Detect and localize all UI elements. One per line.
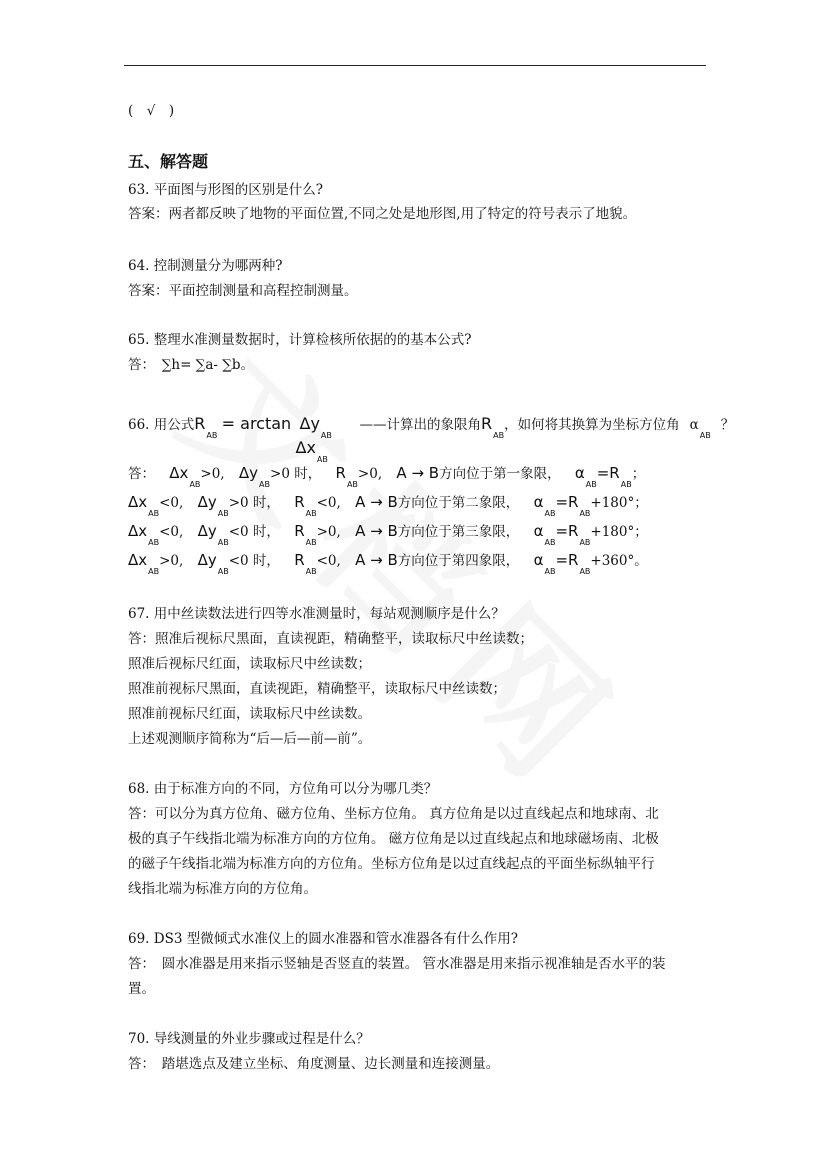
- q68-line-4: 线指北端为标准方向的方位角。: [128, 881, 317, 897]
- row3-eq-sub: AB: [579, 538, 591, 547]
- q66-answer-row-3: [128, 521, 648, 547]
- row1-r: R: [335, 464, 346, 482]
- q64-question: 64. 控制测量分为哪两种?: [128, 258, 283, 274]
- row1-dx-sub: AB: [189, 480, 201, 489]
- q66-num-sub: AB: [320, 430, 332, 440]
- row4-dx: Δx: [128, 551, 148, 569]
- row4-eq: =R: [555, 551, 579, 569]
- row1-dx-cond: >0,: [200, 466, 225, 482]
- row2-r: R: [294, 493, 305, 511]
- row4-alpha-sub: AB: [544, 567, 556, 576]
- q67-line-5: 上述观测顺序简称为“后—后—前—前”。: [128, 731, 372, 747]
- row2-quad: 方向位于第二象限，: [397, 495, 520, 511]
- row1-dy-sub: AB: [259, 480, 271, 489]
- row4-r-sub: AB: [305, 567, 317, 576]
- row2-r-cond: <0,: [316, 495, 341, 511]
- row4-dy-cond: <0 时，: [228, 553, 280, 569]
- q66-answer-row-4: [128, 550, 648, 576]
- row2-alpha: α: [533, 493, 544, 511]
- row1-eq-sub: AB: [620, 480, 632, 489]
- q66-question: [128, 402, 735, 464]
- q66-R2-sub: AB: [493, 431, 505, 440]
- row3-r-sub: AB: [305, 538, 317, 547]
- row3-dx: Δx: [128, 522, 148, 540]
- q66-num-delta: Δy: [299, 413, 320, 433]
- q66-R-sub: AB: [206, 431, 218, 440]
- row1-eq: =R: [596, 464, 620, 482]
- row4-r-cond: <0,: [316, 553, 341, 569]
- row4-dy: Δy: [197, 551, 217, 569]
- row2-dy-sub: AB: [217, 509, 229, 518]
- q67-line-4: 照准前视标尺红面，读取标尺中丝读数。: [128, 706, 371, 722]
- q66-fraction: [295, 404, 360, 464]
- row1-add: ；: [631, 466, 646, 482]
- row3-eq: =R: [555, 522, 579, 540]
- row3-dx-sub: AB: [148, 538, 160, 547]
- q63-answer: 答案：两者都反映了地物的平面位置,不同之处是地形图,用了特定的符号表示了地貌。: [128, 206, 637, 222]
- q66-den-sub: AB: [316, 454, 328, 464]
- row1-alpha-sub: AB: [585, 480, 597, 489]
- section-title: 五、解答题: [128, 152, 209, 171]
- row4-dy-sub: AB: [217, 567, 229, 576]
- q67-line-1: 答：照准后视标尺黑面，直读视距，精确整平，读取标尺中丝读数；: [128, 631, 533, 647]
- row4-dx-sub: AB: [148, 567, 160, 576]
- row3-quad: 方向位于第三象限，: [397, 524, 520, 540]
- q64-answer: 答案：平面控制测量和高程控制测量。: [128, 283, 358, 299]
- q66-R2: R: [481, 414, 493, 433]
- q70-question: 70. 导线测量的外业步骤或过程是什么？: [128, 1031, 370, 1047]
- row1-alpha: α: [574, 464, 585, 482]
- q65-answer: 答： ∑h= ∑a- ∑b。: [128, 357, 255, 373]
- row4-add: +360°。: [590, 553, 648, 569]
- q66-prefix: 66. 用公式: [128, 417, 195, 433]
- row1-dy: Δy: [238, 464, 259, 482]
- q68-question: 68. 由于标准方向的不同，方位角可以分为哪几类？: [128, 781, 438, 797]
- row3-r: R: [294, 522, 305, 540]
- row2-dx-cond: <0,: [159, 495, 184, 511]
- row2-r-sub: AB: [305, 509, 317, 518]
- q69-line-2: 置。: [128, 981, 155, 997]
- q66-answer-row-2: [128, 492, 648, 518]
- row3-alpha-sub: AB: [544, 538, 556, 547]
- q66-suffix: ，如何将其换算为坐标方位角: [504, 417, 680, 433]
- row1-dx: Δx: [169, 464, 189, 482]
- row3-r-cond: >0,: [316, 524, 341, 540]
- row4-alpha: α: [533, 551, 544, 569]
- row2-eq: =R: [555, 493, 579, 511]
- q66-end: ？: [720, 417, 735, 433]
- q66-alpha: α: [689, 417, 699, 433]
- row3-add: +180°；: [590, 524, 648, 540]
- row3-dx-cond: <0,: [159, 524, 184, 540]
- q66-arctan: = arctan: [221, 414, 292, 433]
- row4-arrow: A → B: [355, 551, 398, 569]
- q67-line-3: 照准前视标尺黑面，直读视距，精确整平，读取标尺中丝读数；: [128, 681, 506, 697]
- q66-den-delta: Δx: [295, 437, 316, 457]
- row2-alpha-sub: AB: [544, 509, 556, 518]
- check-mark-answer: ( √ ): [128, 103, 175, 119]
- row2-add: +180°；: [590, 495, 648, 511]
- q63-question: 63. 平面图与形图的区别是什么?: [128, 182, 323, 198]
- q69-question: 69. DS3 型微倾式水准仪上的圆水准器和管水准器各有什么作用?: [128, 931, 518, 947]
- row1-r-cond: >0,: [357, 466, 383, 482]
- q68-line-2: 极的真子午线指北端为标准方向的方位角。 磁方位角是以过直线起点和地球磁场南、北极: [128, 831, 659, 847]
- row1-r-sub: AB: [346, 480, 358, 489]
- q67-line-2: 照准后视标尺红面，读取标尺中丝读数；: [128, 656, 371, 672]
- q66-R: R: [194, 414, 206, 433]
- row2-arrow: A → B: [355, 493, 398, 511]
- q66-dash-text: ——计算出的象限角: [359, 417, 481, 433]
- header-rule: [124, 65, 706, 66]
- q68-line-3: 的磁子午线指北端为标准方向的方位角。坐标方位角是以过直线起点的平面坐标纵轴平行: [128, 856, 655, 872]
- row1-arrow: A → B: [396, 464, 440, 482]
- row2-eq-sub: AB: [579, 509, 591, 518]
- q69-line-1: 答： 圆水准器是用来指示竖轴是否竖直的装置。 管水准器是用来指示视准轴是否水平的装: [128, 956, 666, 972]
- row1-quad: 方向位于第一象限，: [439, 466, 561, 482]
- row2-dy-cond: >0 时，: [228, 495, 280, 511]
- row3-alpha: α: [533, 522, 544, 540]
- q68-line-1: 答：可以分为真方位角、磁方位角、坐标方位角。 真方位角是以过直线起点和地球南、北: [128, 806, 659, 822]
- q70-answer: 答： 踏堪选点及建立坐标、角度测量、边长测量和连接测量。: [128, 1056, 500, 1072]
- row4-r: R: [294, 551, 305, 569]
- row2-dx-sub: AB: [148, 509, 160, 518]
- q66-answer-prefix: 答：: [128, 466, 155, 482]
- row2-dy: Δy: [197, 493, 217, 511]
- row3-arrow: A → B: [355, 522, 398, 540]
- row4-eq-sub: AB: [579, 567, 591, 576]
- row4-quad: 方向位于第四象限，: [397, 553, 520, 569]
- row3-dy: Δy: [197, 522, 217, 540]
- q66-answer-row-1: [128, 463, 646, 489]
- row1-dy-cond: >0 时，: [270, 466, 322, 482]
- row3-dy-cond: <0 时，: [228, 524, 280, 540]
- q65-question: 65. 整理水准测量数据时，计算检核所依据的的基本公式?: [128, 332, 472, 348]
- row4-dx-cond: >0,: [159, 553, 184, 569]
- q66-alpha-sub: AB: [699, 431, 711, 440]
- q67-question: 67. 用中丝读数法进行四等水准测量时，每站观测顺序是什么？: [128, 606, 505, 622]
- row3-dy-sub: AB: [217, 538, 229, 547]
- row2-dx: Δx: [128, 493, 148, 511]
